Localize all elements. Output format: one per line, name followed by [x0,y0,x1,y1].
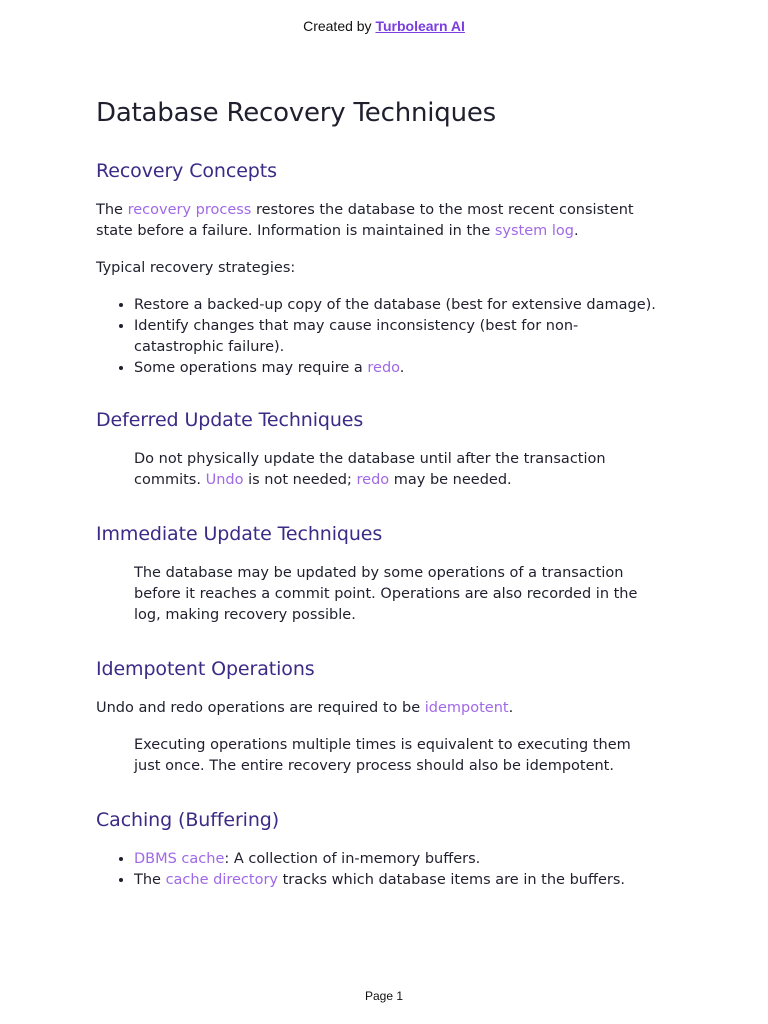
text-run: The [134,872,166,888]
text-run: tracks which database items are in the buffers. [278,872,626,888]
page-title: Database Recovery Techniques [96,98,497,128]
text-run: may be needed. [389,472,512,488]
text-run: Undo and redo operations are required to be [96,700,425,716]
text-run: . [399,360,405,376]
term-redo: redo [367,360,400,376]
strategies-intro: Typical recovery strategies: [96,260,296,276]
text-run: Some operations may require a [134,360,368,376]
turbolearn-link[interactable]: Turbolearn AI [375,18,465,34]
text-run: is not needed; [243,472,357,488]
text-run: The [96,202,128,218]
section-heading-idempotent: Idempotent Operations [96,658,315,680]
list-item: • Restore a backed-up copy of the database (best for extensive damage). [134,295,656,316]
page-header [0,18,768,34]
term-recovery-process: recovery process [127,202,252,218]
term-redo: redo [356,472,390,488]
term-system-log: system log [494,223,574,239]
document-content [96,98,656,921]
header-prefix: Created by [303,18,376,34]
text-run: restores the database to the most recent consistent state before a failure. Information is maintained in the [96,202,634,239]
term-cache-directory: cache directory [165,872,278,888]
strategies-list [96,295,656,379]
list-item [134,870,656,891]
idempotent-paragraph [96,698,656,719]
deferred-quote [134,449,656,491]
idempotent-quote: Executing operations multiple times is equivalent to executing them just once. The entire recovery process should also be idempotent. [134,737,631,774]
section-heading-recovery: Recovery Concepts [96,160,277,182]
recovery-paragraph [96,200,656,242]
caching-list [96,849,656,891]
term-dbms-cache: DBMS cache [134,851,225,867]
section-heading-deferred: Deferred Update Techniques [96,409,364,431]
page-number: Page 1 [364,989,404,1003]
list-item [134,849,656,870]
section-heading-immediate: Immediate Update Techniques [96,523,383,545]
text-run: Do not physically update the database until after the transaction commits. [134,451,606,488]
text-run: . [574,223,579,239]
list-item: • Identify changes that may cause inconsistency (best for non-catastrophic failure). [134,316,656,358]
section-heading-caching: Caching (Buffering) [96,809,280,831]
list-item [134,358,656,379]
term-idempotent: idempotent [424,700,509,716]
term-undo: Undo [205,472,244,488]
immediate-quote: The database may be updated by some operations of a transaction before it reaches a commit point. Operations are also recorded in the log, making recovery possible. [134,565,638,623]
text-run: : A collection of in-memory buffers. [224,851,481,867]
text-run: . [508,700,514,716]
